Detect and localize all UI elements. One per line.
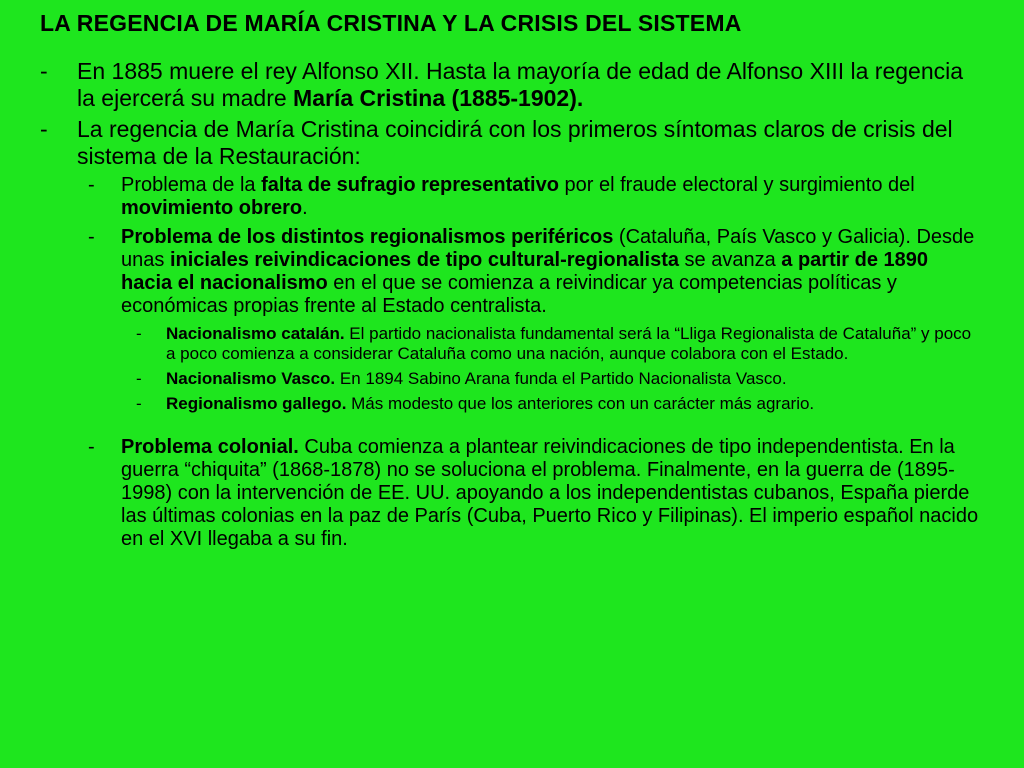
bullet-dash: -: [136, 369, 142, 388]
subsubbullet-catalan: [136, 324, 984, 364]
text-run: La regencia de María Cristina coincidirá con los primeros síntomas claros de crisis del sistema de la Restauración:: [77, 116, 953, 169]
bullet-dash: -: [40, 58, 48, 84]
text-run: El partido nacionalista fundamental será la “Lliga Regionalista de Cataluña” y poco a poco comienza a considerar Cataluña como una nación, aunque colabora con el Estado.: [166, 324, 972, 363]
bold-run: Nacionalismo catalán.: [166, 324, 345, 343]
bold-run: Regionalismo gallego.: [166, 394, 347, 413]
bullet-regencia-crisis: [40, 116, 984, 170]
bullet-text: [121, 174, 984, 220]
bold-run: falta de sufragio representativo: [261, 174, 559, 196]
subsubbullet-gallego: [136, 394, 984, 414]
bullet-dash: -: [136, 324, 142, 343]
text-run: En 1885 muere el rey Alfonso XII. Hasta la mayoría de edad de Alfonso XIII la regencia la ejercerá su madre: [77, 58, 964, 111]
bullet-dash: -: [88, 226, 95, 248]
text-run: por el fraude electoral y surgimiento del: [558, 174, 915, 196]
bullet-text: [166, 394, 984, 414]
subsubbullet-vasco: [136, 369, 984, 389]
bullet-dash: -: [136, 394, 142, 413]
bold-run: Problema colonial.: [121, 436, 299, 458]
text-run: se avanza: [678, 249, 782, 271]
bold-run: a partir de 1890 hacia el nacionalismo: [121, 249, 929, 294]
subbullet-regionalismos: [88, 226, 984, 318]
bullet-alfonso-xii: [40, 58, 984, 112]
text-run: Cuba comienza a plantear reivindicaciones de tipo independentista. En la guerra “chiquita” (1868-1878) no se soluciona el problema. Finalmente, en la guerra de (1895-1998) con la intervención de EE. UU. apoyando a los independentistas cubanos, España pierde las últimas colonias en la paz de París (Cuba, Puerto Rico y Filipinas). El imperio español nacido en el XVI llegaba a su fin.: [121, 436, 979, 550]
subbullet-sufragio: [88, 174, 984, 220]
bullet-dash: -: [40, 116, 48, 142]
text-run: Problema de la: [121, 174, 262, 196]
bullet-dash: -: [88, 174, 95, 196]
bullet-text: [77, 58, 984, 112]
subbullet-colonial: [88, 436, 984, 551]
bold-run: Problema de los distintos regionalismos periféricos: [121, 226, 614, 248]
text-run: (Cataluña, País Vasco y Galicia). Desde unas: [121, 226, 975, 271]
bullet-text: [121, 226, 984, 318]
text-run: En 1894 Sabino Arana funda el Partido Nacionalista Vasco.: [335, 369, 787, 388]
bullet-dash: -: [88, 436, 95, 458]
bullet-text: [77, 116, 984, 170]
text-run: Más modesto que los anteriores con un carácter más agrario.: [346, 394, 815, 413]
text-run: en el que se comienza a reivindicar ya competencias políticas y económicas propias frente al Estado centralista.: [121, 272, 897, 317]
bold-run: María Cristina (1885-1902).: [293, 85, 584, 111]
slide-title: LA REGENCIA DE MARÍA CRISTINA Y LA CRISIS DEL SISTEMA: [40, 10, 742, 36]
bullet-text: [166, 324, 984, 364]
bullet-text: [121, 436, 984, 551]
bold-run: Nacionalismo Vasco.: [166, 369, 336, 388]
text-run: .: [302, 197, 308, 219]
bullet-text: [166, 369, 984, 389]
bold-run: iniciales reivindicaciones de tipo cultural-regionalista: [169, 249, 679, 271]
bold-run: movimiento obrero: [121, 197, 303, 219]
